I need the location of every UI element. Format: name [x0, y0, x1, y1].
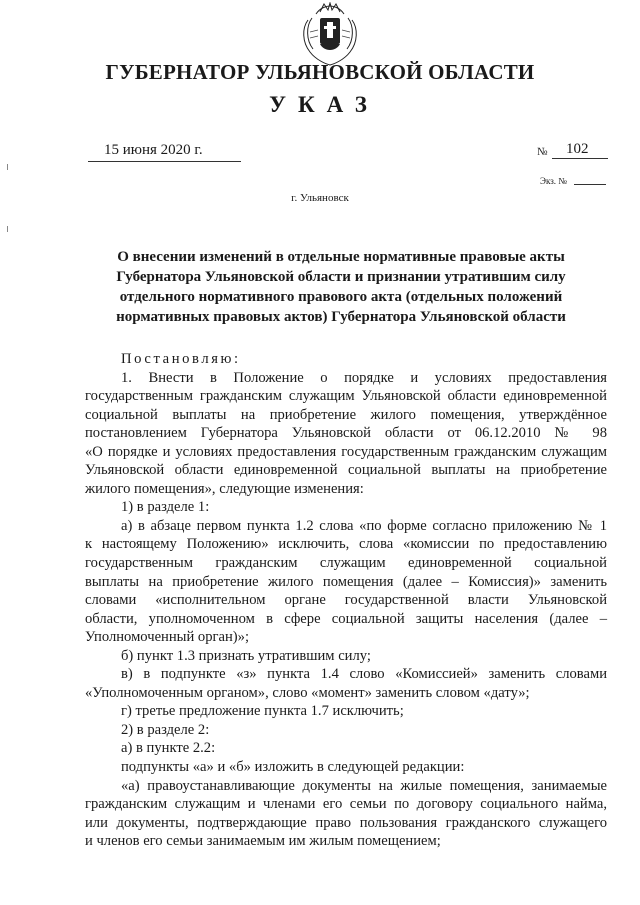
body-line: или документы, подтверждающие право пользования гражданского служащего	[85, 814, 607, 831]
body-line: области, уполномоченном в сфере социальной защиты населения (далее –	[85, 610, 607, 627]
body-line: Ульяновской области единовременной социальной выплаты на приобретение	[85, 462, 607, 479]
body-line: подпункты «а» и «б» изложить в следующей редакции:	[121, 759, 465, 776]
body-line: 2) в разделе 2:	[121, 721, 210, 738]
heading-line: Губернатора Ульяновской области и признании утратившим силу	[116, 269, 566, 285]
body-line: б) пункт 1.3 признать утратившим силу;	[121, 647, 371, 664]
document-heading	[96, 247, 586, 327]
margin-mark	[7, 226, 8, 232]
copy-number-underline	[574, 184, 606, 185]
body-line: а) в абзаце первом пункта 1.2 слова «по форме согласно приложению № 1	[121, 517, 607, 534]
margin-mark	[7, 164, 8, 170]
document-body	[85, 350, 607, 851]
body-line: гражданским служащим и членами его семьи по договору социального найма,	[85, 796, 607, 813]
body-line: социальной выплаты на приобретение жилого помещения, утверждённое	[85, 406, 607, 423]
issuer-title: ГУБЕРНАТОР УЛЬЯНОВСКОЙ ОБЛАСТИ	[105, 60, 535, 84]
body-line: и членов его семьи занимаемым им жилым помещением;	[85, 833, 441, 850]
copy-number-label: Экз. №	[540, 176, 567, 186]
body-line: жилого помещения», следующие изменения:	[85, 480, 364, 497]
heading-line: отдельного нормативного правового акта (отдельных положений	[119, 289, 563, 305]
number-sign: №	[537, 146, 548, 158]
number-underline	[552, 158, 608, 159]
city: г. Ульяновск	[291, 192, 349, 204]
document-date: 15 июня 2020 г.	[104, 142, 203, 158]
heading-line: нормативных правовых актов) Губернатора Ульяновской области	[116, 309, 566, 325]
body-line: 1) в разделе 1:	[121, 499, 210, 516]
body-line: к настоящему Положению» исключить, слова «комиссии по предоставлению	[85, 536, 607, 553]
body-line: 1. Внести в Положение о порядке и условиях предоставления	[121, 369, 607, 386]
body-line: г) третье предложение пункта 1.7 исключить;	[121, 703, 404, 720]
body-line: «а) правоустанавливающие документы на жилые помещения, занимаемые	[121, 777, 607, 794]
body-line: государственным гражданским служащим единовременной социальной	[85, 555, 607, 572]
body-line: словами «исполнительном органе государственной власти Ульяновской	[85, 592, 607, 609]
body-line: «Уполномоченным органом», слово «момент» заменить словом «дату»;	[85, 684, 530, 701]
body-line: государственным гражданским служащим Ульяновской области единовременной	[85, 388, 607, 405]
body-line: выплаты на приобретение жилого помещения (далее – Комиссия)» заменить	[85, 573, 607, 590]
body-line: в) в подпункте «з» пункта 1.4 слово «Комиссией» заменить словами	[121, 666, 607, 683]
body-line: а) в пункте 2.2:	[121, 740, 216, 757]
heading-line: О внесении изменений в отдельные нормативные правовые акты	[117, 249, 565, 265]
date-underline	[88, 161, 241, 162]
document-type: УКАЗ	[269, 92, 379, 117]
decree-formula: Постановляю:	[121, 351, 241, 367]
coat-of-arms-emblem	[298, 2, 362, 66]
document-number: 102	[566, 141, 589, 157]
body-line: «О порядке и условиях предоставления государственным гражданским служащим	[85, 443, 607, 460]
body-line: постановлением Губернатора Ульяновской области от 06.12.2010 № 98	[85, 425, 607, 442]
body-line: Уполномоченный орган)»;	[85, 629, 250, 646]
